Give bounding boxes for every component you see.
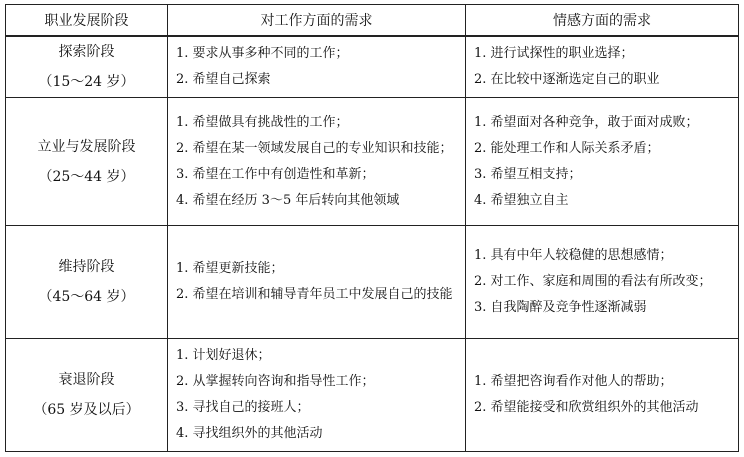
list-item: 1. 要求从事多种不同的工作； <box>176 45 349 61</box>
list-item: 2. 希望自己探索 <box>176 71 271 87</box>
work-needs-cell <box>168 226 466 339</box>
list-item: 4. 希望在经历 3～5 年后转向其他领域 <box>176 192 400 208</box>
list-item: 1. 计划好退休； <box>176 348 271 363</box>
table-row <box>6 226 739 339</box>
header-stage: 职业发展阶段 <box>6 5 168 36</box>
career-stage-needs-table <box>5 4 739 452</box>
table-header-row <box>6 5 739 36</box>
list-item: 3. 希望在工作中有创造性和革新； <box>176 166 375 182</box>
list-item: 2. 在比较中逐渐选定自己的职业 <box>474 71 660 87</box>
header-work-needs: 对工作方面的需求 <box>168 5 466 36</box>
emotional-needs-cell <box>466 98 739 226</box>
stage-name: 立业与发展阶段 <box>37 138 136 155</box>
stage-age-range: （65 岁及以后） <box>33 402 140 418</box>
stage-age-range: （25～44 岁） <box>38 168 135 185</box>
header-emotional-needs: 情感方面的需求 <box>466 5 739 36</box>
list-item: 3. 自我陶醉及竞争性逐渐减弱 <box>474 300 647 315</box>
list-item: 1. 希望更新技能； <box>176 261 284 276</box>
list-item: 2. 从掌握转向咨询和指导性工作； <box>176 374 375 389</box>
list-item: 3. 希望互相支持； <box>474 166 582 182</box>
emotional-needs-cell <box>466 339 739 452</box>
stage-age-range: （45～64 岁） <box>38 289 135 305</box>
stage-cell <box>6 226 168 339</box>
stage-cell <box>6 36 168 98</box>
list-item: 2. 希望能接受和欣赏组织外的其他活动 <box>474 400 699 415</box>
table-row <box>6 36 739 98</box>
list-item: 1. 希望面对各种竞争，敢于面对成败； <box>474 114 699 130</box>
stage-cell <box>6 98 168 226</box>
list-item: 4. 寻找组织外的其他活动 <box>176 426 323 441</box>
table-row <box>6 98 739 226</box>
stage-age-range: （15～24 岁） <box>38 73 135 90</box>
stage-cell <box>6 339 168 452</box>
work-needs-cell <box>168 36 466 98</box>
stage-name: 衰退阶段 <box>58 372 115 388</box>
list-item: 1. 具有中年人较稳健的思想感情； <box>474 248 673 263</box>
list-item: 2. 能处理工作和人际关系矛盾； <box>474 140 660 156</box>
work-needs-cell <box>168 339 466 452</box>
list-item: 2. 对工作、家庭和周围的看法有所改变； <box>474 274 712 289</box>
stage-name: 探索阶段 <box>58 43 115 60</box>
list-item: 1. 希望做具有挑战性的工作； <box>176 114 349 130</box>
table-row <box>6 339 739 452</box>
stage-name: 维持阶段 <box>58 259 115 275</box>
list-item: 2. 希望在某一领域发展自己的专业知识和技能； <box>176 140 453 156</box>
emotional-needs-cell <box>466 226 739 339</box>
list-item: 1. 希望把咨询看作对他人的帮助； <box>474 374 673 389</box>
list-item: 4. 希望独立自主 <box>474 192 569 208</box>
work-needs-cell <box>168 98 466 226</box>
career-stage-table-container <box>5 4 738 450</box>
list-item: 2. 希望在培训和辅导青年员工中发展自己的技能 <box>176 287 453 302</box>
list-item: 3. 寻找自己的接班人； <box>176 400 310 415</box>
emotional-needs-cell <box>466 36 739 98</box>
list-item: 1. 进行试探性的职业选择； <box>474 45 634 61</box>
